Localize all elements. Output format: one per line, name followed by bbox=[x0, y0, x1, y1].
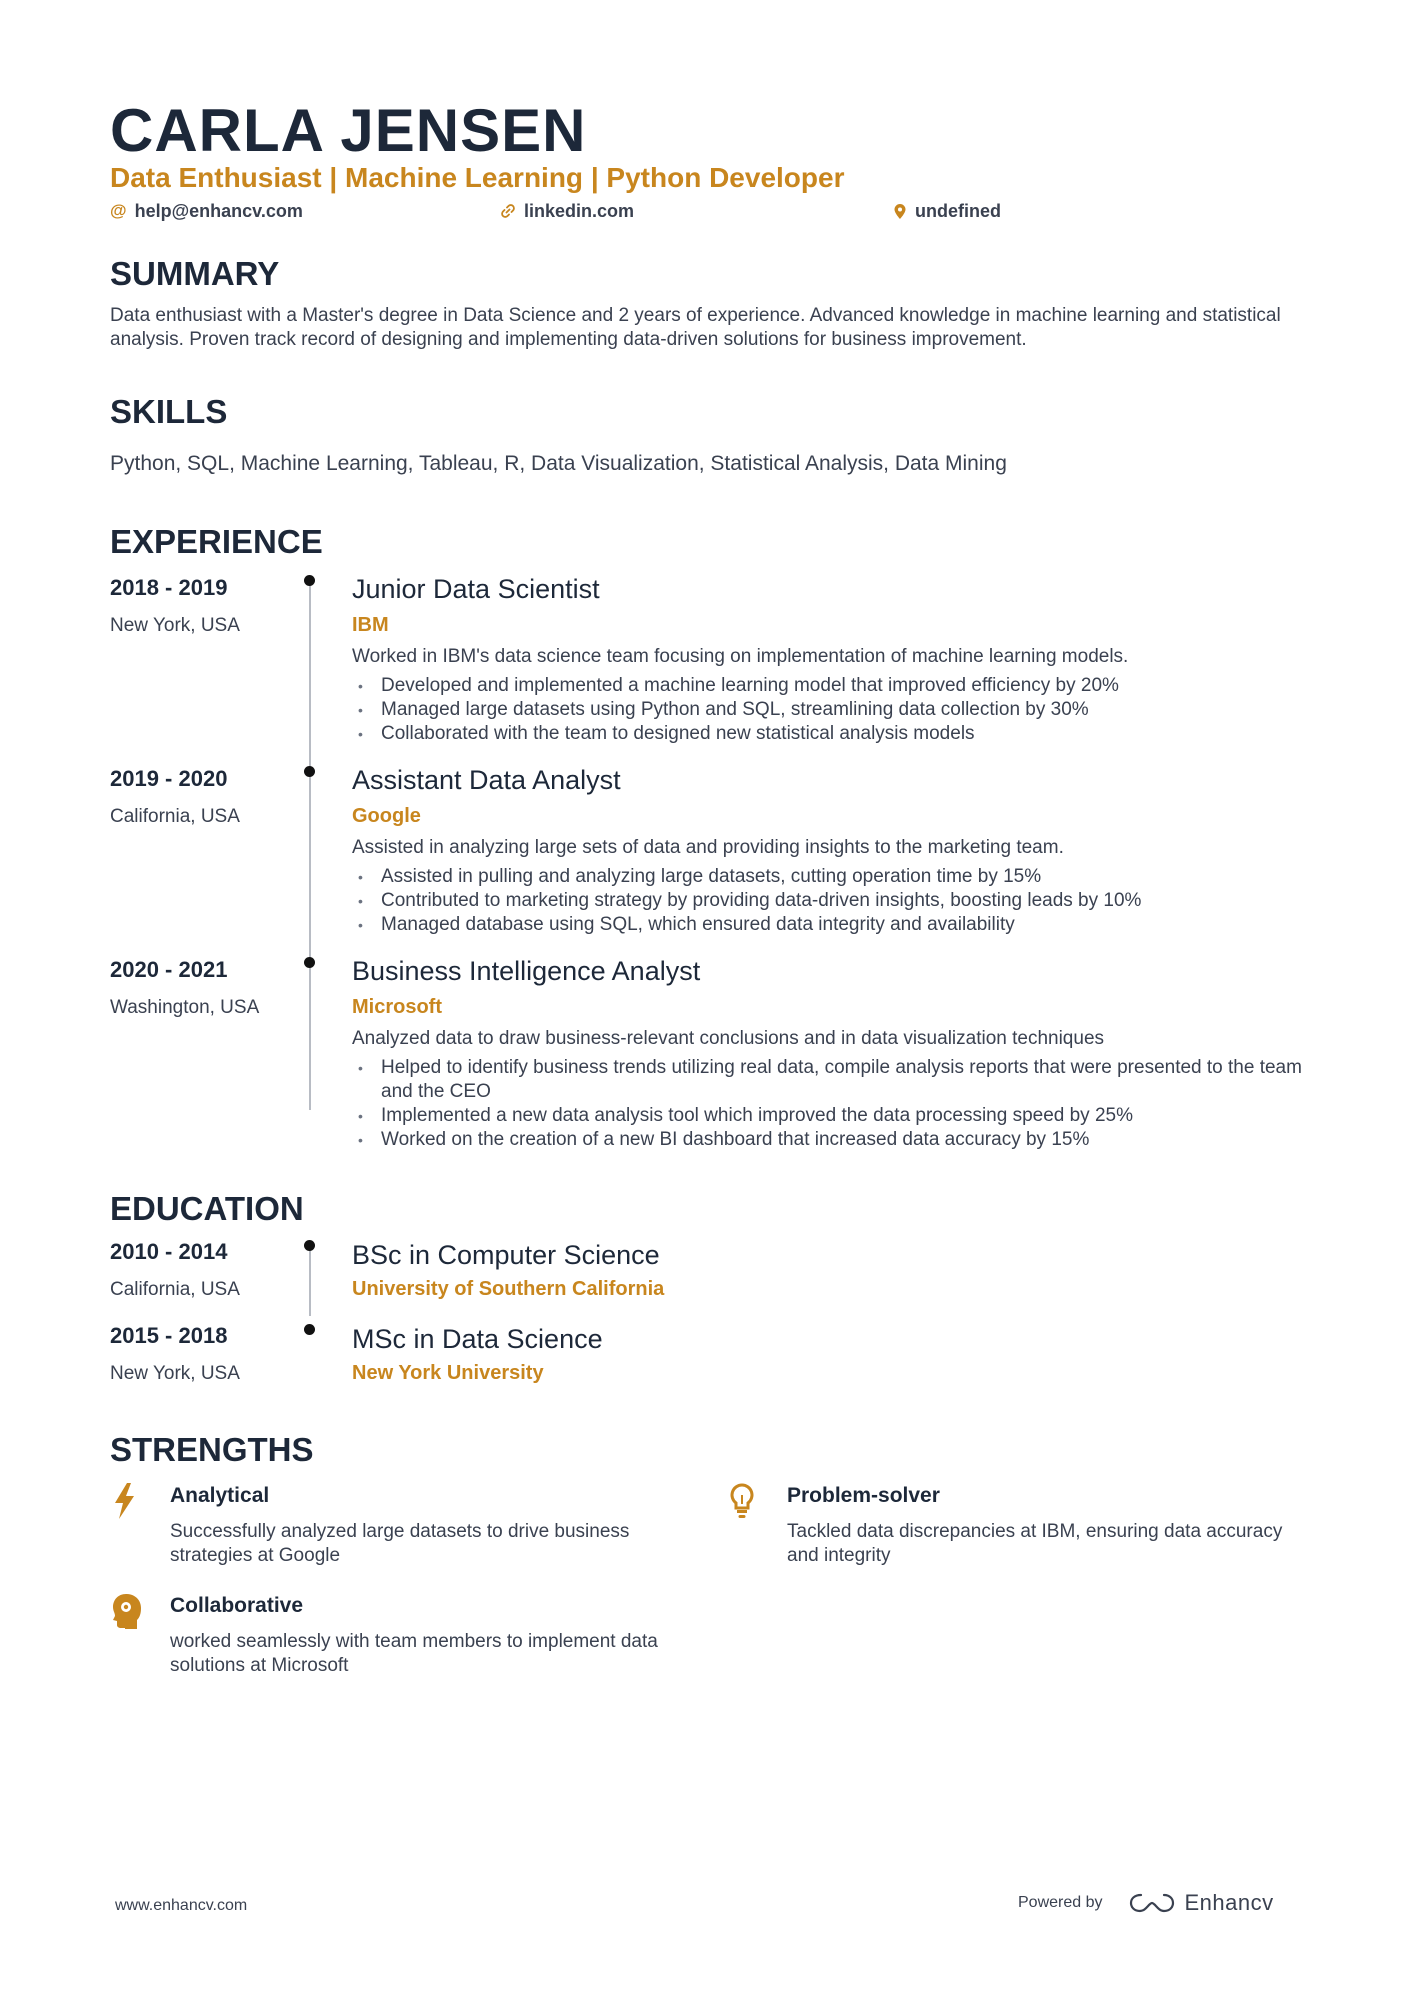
list-item: • Collaborated with the team to designed new statistical analysis models bbox=[352, 722, 1312, 746]
experience-role: Business Intelligence Analyst bbox=[352, 956, 701, 986]
list-item: • Assisted in pulling and analyzing large datasets, cutting operation time by 15% bbox=[352, 865, 1312, 889]
education-location: New York, USA bbox=[110, 1363, 240, 1384]
experience-period: 2018 - 2019 bbox=[110, 575, 228, 600]
timeline-dot bbox=[304, 1240, 315, 1251]
timeline-dot bbox=[304, 575, 315, 586]
contact-email[interactable] bbox=[110, 200, 303, 222]
timeline-dot bbox=[304, 957, 315, 968]
experience-timeline-line bbox=[309, 580, 311, 1110]
experience-heading: EXPERIENCE bbox=[110, 523, 323, 560]
contact-location bbox=[893, 200, 1001, 222]
education-timeline-line bbox=[309, 1244, 311, 1316]
strength-item bbox=[110, 1482, 670, 1572]
list-item: • Managed database using SQL, which ensured data integrity and availability bbox=[352, 913, 1312, 937]
brand-logo[interactable] bbox=[1129, 1890, 1274, 1916]
strength-title: Analytical bbox=[170, 1484, 270, 1507]
strength-item bbox=[727, 1482, 1287, 1572]
education-heading: EDUCATION bbox=[110, 1190, 304, 1227]
experience-description: Assisted in analyzing large sets of data and providing insights to the marketing team. bbox=[352, 837, 1064, 858]
list-item: • Helped to identify business trends utilizing real data, compile analysis reports that were presented to the team and the CEO bbox=[352, 1056, 1312, 1104]
email-text: help@enhancv.com bbox=[134, 201, 303, 221]
powered-by-label: Powered by bbox=[1018, 1894, 1103, 1911]
candidate-name: CARLA JENSEN bbox=[110, 97, 587, 164]
timeline-dot bbox=[304, 1324, 315, 1335]
education-degree: BSc in Computer Science bbox=[352, 1240, 660, 1270]
list-item: • Contributed to marketing strategy by providing data-driven insights, boosting leads by 10% bbox=[352, 889, 1312, 913]
experience-company: Microsoft bbox=[352, 996, 442, 1018]
education-degree: MSc in Data Science bbox=[352, 1324, 603, 1354]
summary-heading: SUMMARY bbox=[110, 255, 280, 292]
education-period: 2015 - 2018 bbox=[110, 1323, 228, 1348]
education-period: 2010 - 2014 bbox=[110, 1239, 228, 1264]
experience-company: Google bbox=[352, 805, 421, 827]
experience-location: California, USA bbox=[110, 806, 240, 827]
strength-description: Successfully analyzed large datasets to drive business strategies at Google bbox=[170, 1521, 630, 1566]
experience-bullets bbox=[352, 674, 1312, 746]
footer-website[interactable]: www.enhancv.com bbox=[115, 1897, 248, 1914]
enhancv-logo-icon bbox=[1129, 1891, 1175, 1915]
list-item: • Worked on the creation of a new BI dashboard that increased data accuracy by 15% bbox=[352, 1128, 1312, 1152]
experience-bullets bbox=[352, 865, 1312, 937]
strength-title: Collaborative bbox=[170, 1594, 304, 1617]
linkedin-text: linkedin.com bbox=[524, 201, 635, 221]
summary-text: Data enthusiast with a Master's degree in Data Science and 2 years of experience. Advanced knowledge in machine learning and statistical analysis. Proven track record of designing and implementing data-driven solutions for business improvement. bbox=[110, 305, 1281, 350]
skills-heading: SKILLS bbox=[110, 393, 228, 430]
experience-description: Worked in IBM's data science team focusing on implementation of machine learning models. bbox=[352, 646, 1129, 667]
experience-period: 2020 - 2021 bbox=[110, 957, 228, 982]
experience-location: New York, USA bbox=[110, 615, 240, 636]
at-icon: @ bbox=[110, 201, 127, 220]
strength-description: worked seamlessly with team members to implement data solutions at Microsoft bbox=[170, 1631, 658, 1676]
experience-role: Junior Data Scientist bbox=[352, 574, 600, 604]
timeline-dot bbox=[304, 766, 315, 777]
lightning-icon bbox=[110, 1482, 146, 1522]
strength-description: Tackled data discrepancies at IBM, ensuring data accuracy and integrity bbox=[787, 1521, 1283, 1566]
experience-period: 2019 - 2020 bbox=[110, 766, 228, 791]
link-icon bbox=[500, 203, 516, 219]
list-item: • Implemented a new data analysis tool which improved the data processing speed by 25% bbox=[352, 1104, 1312, 1128]
experience-location: Washington, USA bbox=[110, 997, 260, 1018]
list-item: • Developed and implemented a machine learning model that improved efficiency by 20% bbox=[352, 674, 1312, 698]
education-location: California, USA bbox=[110, 1279, 240, 1300]
strength-item bbox=[110, 1592, 670, 1682]
head-gears-icon bbox=[110, 1592, 146, 1632]
education-school: University of Southern California bbox=[352, 1278, 665, 1300]
experience-company: IBM bbox=[352, 614, 389, 636]
list-item: • Managed large datasets using Python and SQL, streamlining data collection by 30% bbox=[352, 698, 1312, 722]
strength-title: Problem-solver bbox=[787, 1484, 940, 1507]
experience-bullets bbox=[352, 1056, 1312, 1152]
experience-description: Analyzed data to draw business-relevant conclusions and in data visualization techniques bbox=[352, 1028, 1105, 1049]
map-pin-icon bbox=[893, 203, 907, 220]
contact-linkedin[interactable] bbox=[500, 200, 634, 222]
footer-powered-by bbox=[1018, 1890, 1274, 1916]
location-text: undefined bbox=[915, 201, 1001, 221]
experience-role: Assistant Data Analyst bbox=[352, 765, 621, 795]
strengths-heading: STRENGTHS bbox=[110, 1431, 314, 1468]
lightbulb-icon bbox=[727, 1482, 763, 1522]
brand-name: Enhancv bbox=[1184, 1890, 1274, 1915]
candidate-headline: Data Enthusiast | Machine Learning | Python Developer bbox=[110, 162, 845, 193]
skills-text: Python, SQL, Machine Learning, Tableau, R, Data Visualization, Statistical Analysis, Data Mining bbox=[110, 452, 1007, 475]
education-school: New York University bbox=[352, 1362, 544, 1384]
